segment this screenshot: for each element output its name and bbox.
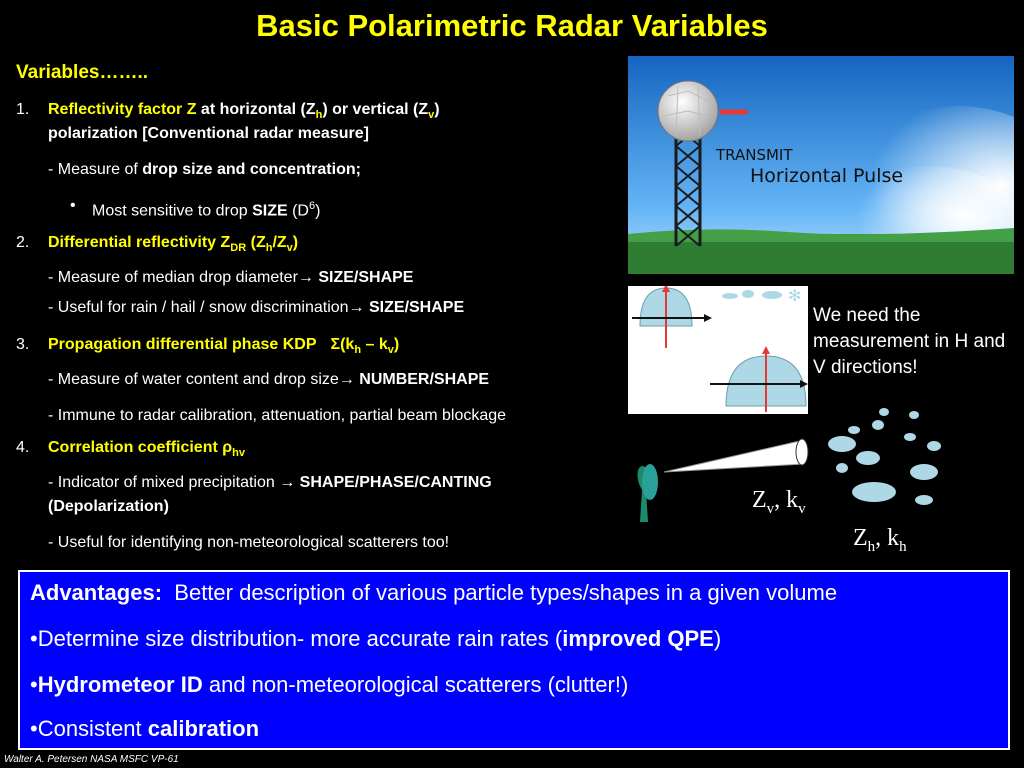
bullet: •: [30, 716, 38, 741]
item-1-sub2-a: Most sensitive to drop: [92, 202, 253, 220]
item-4-sub1-a: - Indicator of mixed precipitation →: [48, 474, 300, 491]
item-1-title-a: Reflectivity factor Z: [48, 101, 197, 118]
adv-1-a: Determine size distribution- more accurate rain rates (: [37, 626, 563, 651]
drop-shape-diagram: [628, 286, 808, 414]
item-3-title: [48, 335, 399, 360]
item-3-sub-h: h: [354, 344, 362, 357]
item-3-sub1-a: - Measure of water content and drop size→: [48, 371, 360, 388]
item-1-title-b: at horizontal (Z: [196, 101, 316, 118]
item-4-title: [48, 438, 245, 463]
item-2-sub1-b: SIZE/SHAPE: [318, 269, 414, 286]
adv-2-a: Hydrometeor ID: [37, 672, 203, 697]
adv-1-c: ): [713, 626, 722, 651]
item-2-title-c: /Z: [272, 234, 287, 251]
zv-kv-label: [752, 487, 806, 518]
item-2-title: [48, 233, 298, 258]
item-4-sub2: - Useful for identifying non-meteorological scatterers too!: [48, 534, 450, 551]
item-1-title-c: ) or vertical (Z: [322, 101, 429, 118]
item-1-line2: polarization [Conventional radar measure]: [48, 125, 369, 142]
item-2-sub1-a: - Measure of median drop diameter→: [48, 269, 319, 286]
item-3-sub1-b: NUMBER/SHAPE: [359, 371, 490, 388]
item-2-sub2-a: - Useful for rain / hail / snow discrimination→: [48, 299, 369, 316]
zh-mid: , k: [875, 525, 900, 551]
item-4-sub1-c: (Depolarization): [48, 498, 169, 515]
advantage-bullet-3: [30, 716, 259, 742]
bullet: •: [30, 672, 38, 697]
item-2-title-a: Differential reflectivity Z: [48, 234, 231, 251]
radar-tower-svg: [628, 56, 1014, 274]
item-1-sub-v: v: [428, 109, 435, 122]
item-3-title-c: – k: [361, 336, 388, 353]
item-1-sub2-c: (D: [287, 202, 309, 220]
item-4-sub1-b: SHAPE/PHASE/CANTING: [299, 474, 492, 491]
item-1-sub2-b: SIZE: [252, 202, 288, 220]
adv-2-b: and non-meteorological scatterers (clutter!): [202, 672, 629, 697]
zh-base: Z: [853, 525, 868, 551]
slide-title: Basic Polarimetric Radar Variables: [256, 8, 768, 43]
item-1-bullet: •: [70, 197, 76, 214]
item-3-sub1: [48, 370, 489, 390]
zv-mid: , k: [774, 487, 799, 513]
advantages-label: Advantages:: [30, 580, 163, 605]
radar-beam: [664, 440, 804, 472]
bullet: •: [30, 626, 38, 651]
advantages-box: [18, 570, 1010, 750]
advantages-line: [30, 580, 837, 606]
zh-kh-label: [853, 525, 907, 556]
item-2-number: 2.: [16, 234, 30, 251]
item-1-title-d: ): [434, 101, 440, 118]
scatterers: [828, 408, 941, 505]
item-1-sub2: [92, 196, 320, 221]
item-1-sub-h: h: [315, 109, 323, 122]
adv-3-b: calibration: [147, 716, 260, 741]
drop-shape-svg: [628, 286, 808, 414]
item-2-sub-h: h: [265, 242, 273, 255]
item-2-sub1: [48, 268, 413, 288]
variables-heading: Variables……..: [16, 62, 149, 83]
item-1-sub1-a: - Measure of: [48, 161, 143, 178]
item-2-sub2-b: SIZE/SHAPE: [369, 299, 465, 316]
item-4-number: 4.: [16, 439, 30, 456]
item-2-title-d: ): [292, 234, 299, 251]
item-2-sub-dr: DR: [230, 242, 247, 255]
footer-credit: Walter A. Petersen NASA MSFC VP-61: [4, 754, 179, 765]
item-1-sub2-sup: 6: [308, 200, 316, 212]
item-3-sigma: Σ: [330, 336, 341, 353]
transmit-label: TRANSMIT: [716, 146, 793, 164]
item-3-title-d: ): [393, 336, 400, 353]
item-1-number: 1.: [16, 101, 30, 118]
advantage-bullet-2: [30, 672, 628, 698]
item-3-sub-v: v: [387, 344, 394, 357]
item-3-title-b: (k: [340, 336, 355, 353]
advantages-text: Better description of various particle types/shapes in a given volume: [174, 580, 838, 605]
zv-base: Z: [752, 487, 767, 513]
adv-3-a: Consistent: [37, 716, 148, 741]
item-1-sub1-b: drop size and concentration;: [142, 161, 361, 178]
item-3-number: 3.: [16, 336, 30, 353]
pulse-label: Horizontal Pulse: [750, 165, 904, 187]
item-4-sub-hv: hv: [232, 447, 245, 460]
item-1-sub1: [48, 160, 361, 180]
advantage-bullet-1: [30, 626, 721, 652]
item-4-title-a: Correlation coefficient ρ: [48, 439, 233, 456]
radar-tower-illustration: [628, 56, 1014, 274]
snowflake-icon: ✻: [788, 286, 802, 305]
item-1-sub2-d: ): [315, 202, 321, 220]
item-2-sub2: [48, 298, 464, 318]
item-3-title-a: Propagation differential phase KDP: [48, 336, 317, 353]
adv-1-b: improved QPE: [562, 626, 714, 651]
item-3-sub2: - Immune to radar calibration, attenuation, partial beam blockage: [48, 407, 507, 424]
item-2-sub-v: v: [286, 242, 293, 255]
zv-sub: v: [766, 500, 775, 517]
item-4-sub1: [48, 473, 492, 493]
item-1-title: [48, 100, 440, 125]
item-2-title-b: (Z: [246, 234, 266, 251]
zh-sub: h: [867, 538, 876, 555]
zh-sub2: h: [899, 538, 907, 555]
need-measurement-text: We need the measurement in H and V directions!: [813, 305, 1006, 378]
zv-sub2: v: [798, 500, 806, 517]
